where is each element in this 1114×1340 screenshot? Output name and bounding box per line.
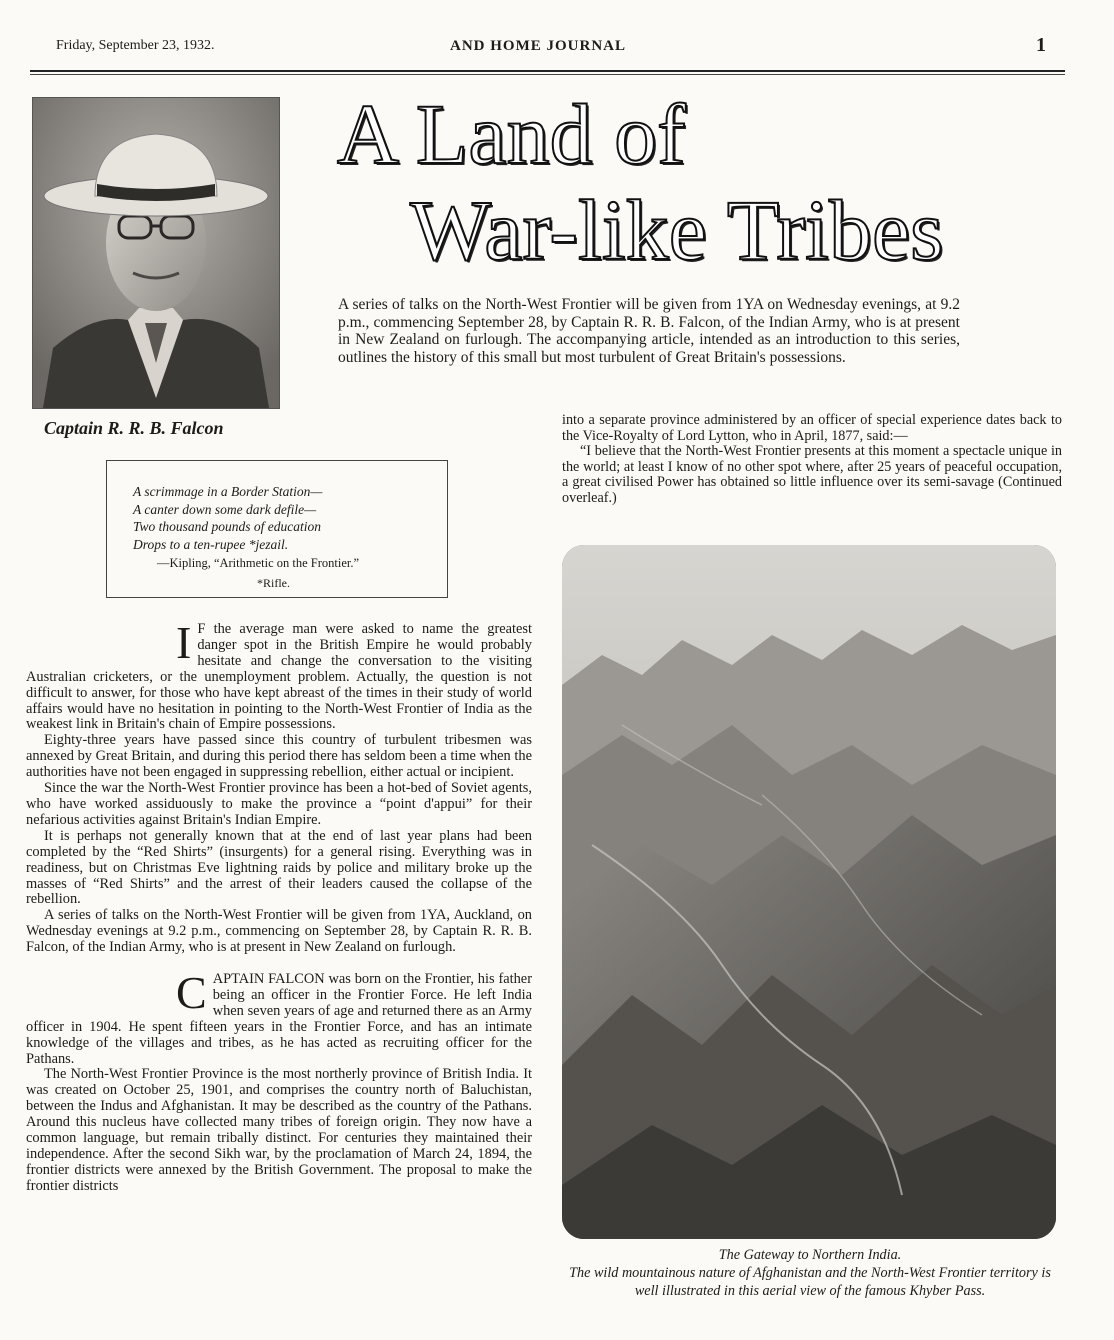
khyber-pass-aerial-photo — [562, 545, 1056, 1239]
quote-line: Drops to a ten-rupee *jezail. — [133, 536, 289, 552]
article-paragraph: “I believe that the North-West Frontier presents at this moment a spectacle unique in the world; at least I know of no other spot where, after 25 years of peaceful occupation, a great civilised Power has obtained so little influence over its semi-savage (Continued overleaf.) — [562, 443, 1062, 506]
article-paragraph — [26, 967, 532, 1067]
article-paragraph: Eighty-three years have passed since this country of turbulent tribesmen was annexed by Great Britain, and during this period there has seldom been a time when the authorities have not been engaged in suppressing rebellion, either actual or incipient. — [26, 732, 532, 781]
page-number: 1 — [1036, 34, 1046, 56]
photo-caption — [560, 1247, 1060, 1300]
headline-line-1: A Land of — [337, 86, 686, 182]
intro-paragraph: A series of talks on the North-West Frontier will be given from 1YA on Wednesday evenings, at 9.2 p.m., commencing September 28, by Captain R. R. B. Falcon, of the Indian Army, who is at present in New Zealand on furlough. The accompanying article, intended as an introduction to this series, outlines the history of this small but most turbulent of Great Britain's possessions. — [338, 296, 960, 366]
header-rule-thin — [30, 74, 1065, 75]
headline-line-2: War-like Tribes — [410, 182, 944, 278]
quote-footnote: *Rifle. — [257, 576, 290, 590]
quote-verse — [133, 483, 322, 553]
quote-attribution: —Kipling, “Arithmetic on the Frontier.” — [157, 556, 360, 570]
portrait-caption: Captain R. R. B. Falcon — [44, 418, 224, 438]
header-rule — [30, 70, 1065, 72]
header-journal-title: AND HOME JOURNAL — [450, 38, 626, 54]
quote-line: Two thousand pounds of education — [133, 519, 322, 534]
article-paragraph — [26, 617, 532, 733]
article-left-column — [26, 617, 532, 1195]
article-right-column — [562, 413, 1062, 507]
quote-box — [106, 460, 448, 598]
header-date: Friday, September 23, 1932. — [56, 38, 215, 53]
quote-line: A scrimmage in a Border Station— — [133, 484, 323, 499]
portrait-photo — [32, 97, 280, 409]
article-paragraph: Since the war the North-West Frontier province has been a hot-bed of Soviet agents, who have worked assiduously to make the province a “point d'appui” for their nefarious activities against Britain's Indian Empire. — [26, 780, 532, 828]
headline — [335, 86, 975, 278]
drop-cap: C — [176, 967, 207, 1019]
aerial-landscape — [562, 545, 1056, 1239]
photo-caption-body: The wild mountainous nature of Afghanistan and the North-West Frontier territory is well illustrated in this aerial view of the famous Khyber Pass. — [569, 1264, 1051, 1299]
portrait-figure — [33, 98, 279, 408]
article-paragraph: The North-West Frontier Province is the most northerly province of British India. It was created on October 25, 1901, and comprises the country north of Baluchistan, between the Indus and Afghanistan. It may be described as the country of the Pathans. Around this nucleus have collected many tribes of foreign origin. They now have a common language, but remain tribally distinct. For centuries they maintained their independence. After the second Sikh war, by the proclamation of March 24, 1894, the frontier districts were annexed by the British Government. The proposal to make the frontier districts — [26, 1066, 532, 1194]
paragraph-text: APTAIN FALCON was born on the Frontier, his father being an officer in the Frontier Force. He left India when seven years of age and returned there as an Army officer in 1904. He spent fifteen years in the Frontier Force, and has an intimate knowledge of the villages and tribes, as he has acted as recruiting officer for the Pathans. — [26, 971, 532, 1067]
drop-cap: I — [176, 617, 192, 668]
quote-line: A canter down some dark defile— — [133, 501, 317, 517]
article-paragraph: A series of talks on the North-West Frontier will be given from 1YA, Auckland, on Wednesday evenings at 9.2 p.m., commencing on September 28, by Captain R. R. B. Falcon, of the Indian Army, who is at present in New Zealand on furlough. — [26, 907, 532, 956]
article-paragraph: It is perhaps not generally known that at the end of last year plans had been completed by the “Red Shirts” (insurgents) for a general rising. Everything was in readiness, but on Christmas Eve lightning raids by police and military broke up the masses of “Red Shirts” and the arrest of their leaders caused the collapse of the rebellion. — [26, 827, 532, 908]
photo-caption-title: The Gateway to Northern India. — [718, 1247, 902, 1263]
paragraph-text: F the average man were asked to name the greatest danger spot in the British Empire he would probably hesitate and change the conversation to the visiting Australian cricketers, or the unemployment problem. Actually, the question is not difficult to answer, for those who have kept abreast of the times in their study of world affairs would have no hesitation in pointing to the North-West Frontier of India as the weakest link in Britain's chain of Empire possessions. — [26, 621, 532, 733]
article-paragraph: into a separate province administered by an officer of special experience dates back to the Vice-Royalty of Lord Lytton, who in April, 1877, said:— — [562, 412, 1062, 444]
